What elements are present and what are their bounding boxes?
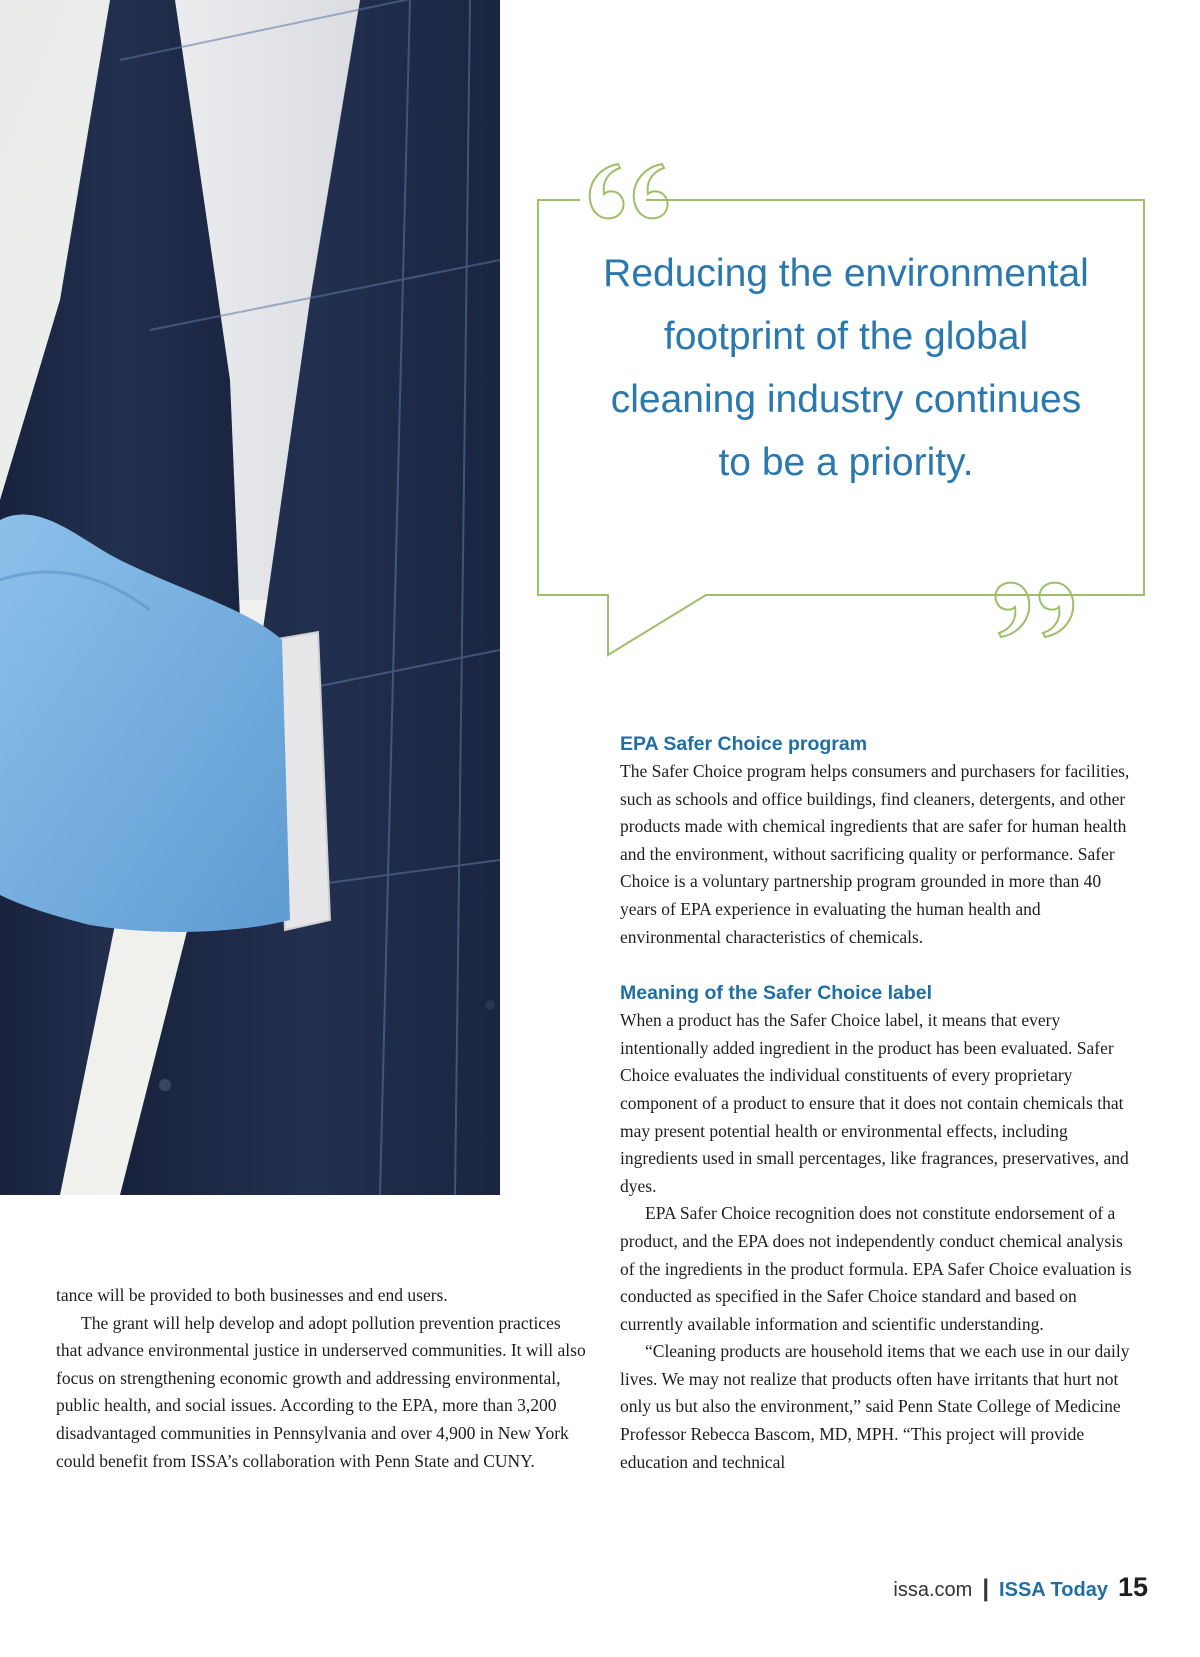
footer-site: issa.com: [893, 1579, 973, 1601]
paragraph-continuation: tance will be provided to both businesses and end users.: [56, 1285, 448, 1305]
paragraph-grant: The grant will help develop and adopt pollution prevention practices that advance environmental justice in underserved communities. It will also focus on strengthening economic growth and addressing environmental, public health, and social issues. According to the EPA, more than 3,200 disadvantaged communities in Pennsylvania and over 4,900 in New York could benefit from ISSA’s collaboration with Penn State and CUNY.: [56, 1312, 586, 1471]
pull-quote: [536, 150, 1156, 660]
paragraph-recognition: EPA Safer Choice recognition does not constitute endorsement of a product, and the EPA does not independently conduct chemical analysis of the ingredients in the product formula. EPA Safer Choice evaluation is conducted as specified in the Safer Choice standard and based on currently available information and scientific understanding.: [620, 1203, 1132, 1334]
heading-safer-choice-label: Meaning of the Safer Choice label: [620, 982, 933, 1005]
pull-quote-text: Reducing the environmental footprint of the global cleaning industry continues to be a priority.: [603, 252, 1089, 484]
left-column: [56, 1282, 586, 1475]
paragraph-bascom-quote: “Cleaning products are household items that we each use in our daily lives. We may not realize that products often have irritants that hurt not only us but also the environment,” said Penn State College of Medicine Professor Rebecca Bascom, MD, MPH. “This project will provide education and technical: [620, 1341, 1130, 1472]
page-number: 15: [1117, 1572, 1148, 1602]
right-column: [620, 730, 1140, 1476]
paragraph-label-meaning: When a product has the Safer Choice label, it means that every intentionally added ingredient in the product has been evaluated. Safer Choice evaluates the individual constituents of every proprietary component of a product to ensure that it does not contain chemicals that may present potential health or environmental effects, including ingredients used in small percentages, like fragrances, preservatives, and dyes.: [620, 1010, 1129, 1196]
open-quote-icon: [582, 158, 674, 226]
close-quote-icon: [991, 575, 1083, 643]
page-footer: [893, 1572, 1148, 1603]
photo-gloved-hand-suit: [0, 0, 500, 1195]
paragraph-safer-choice-program: The Safer Choice program helps consumers and purchasers for facilities, such as schools and office buildings, find cleaners, detergents, and other products made with chemical ingredients that are safer for human health and the environment, without sacrificing quality or performance. Safer Choice is a voluntary partnership program grounded in more than 40 years of EPA experience in evaluating the human health and environmental characteristics of chemicals.: [620, 761, 1130, 947]
footer-magazine: ISSA Today: [999, 1579, 1108, 1601]
footer-separator: |: [982, 1575, 990, 1602]
heading-epa-safer-choice-program: EPA Safer Choice program: [620, 733, 868, 755]
